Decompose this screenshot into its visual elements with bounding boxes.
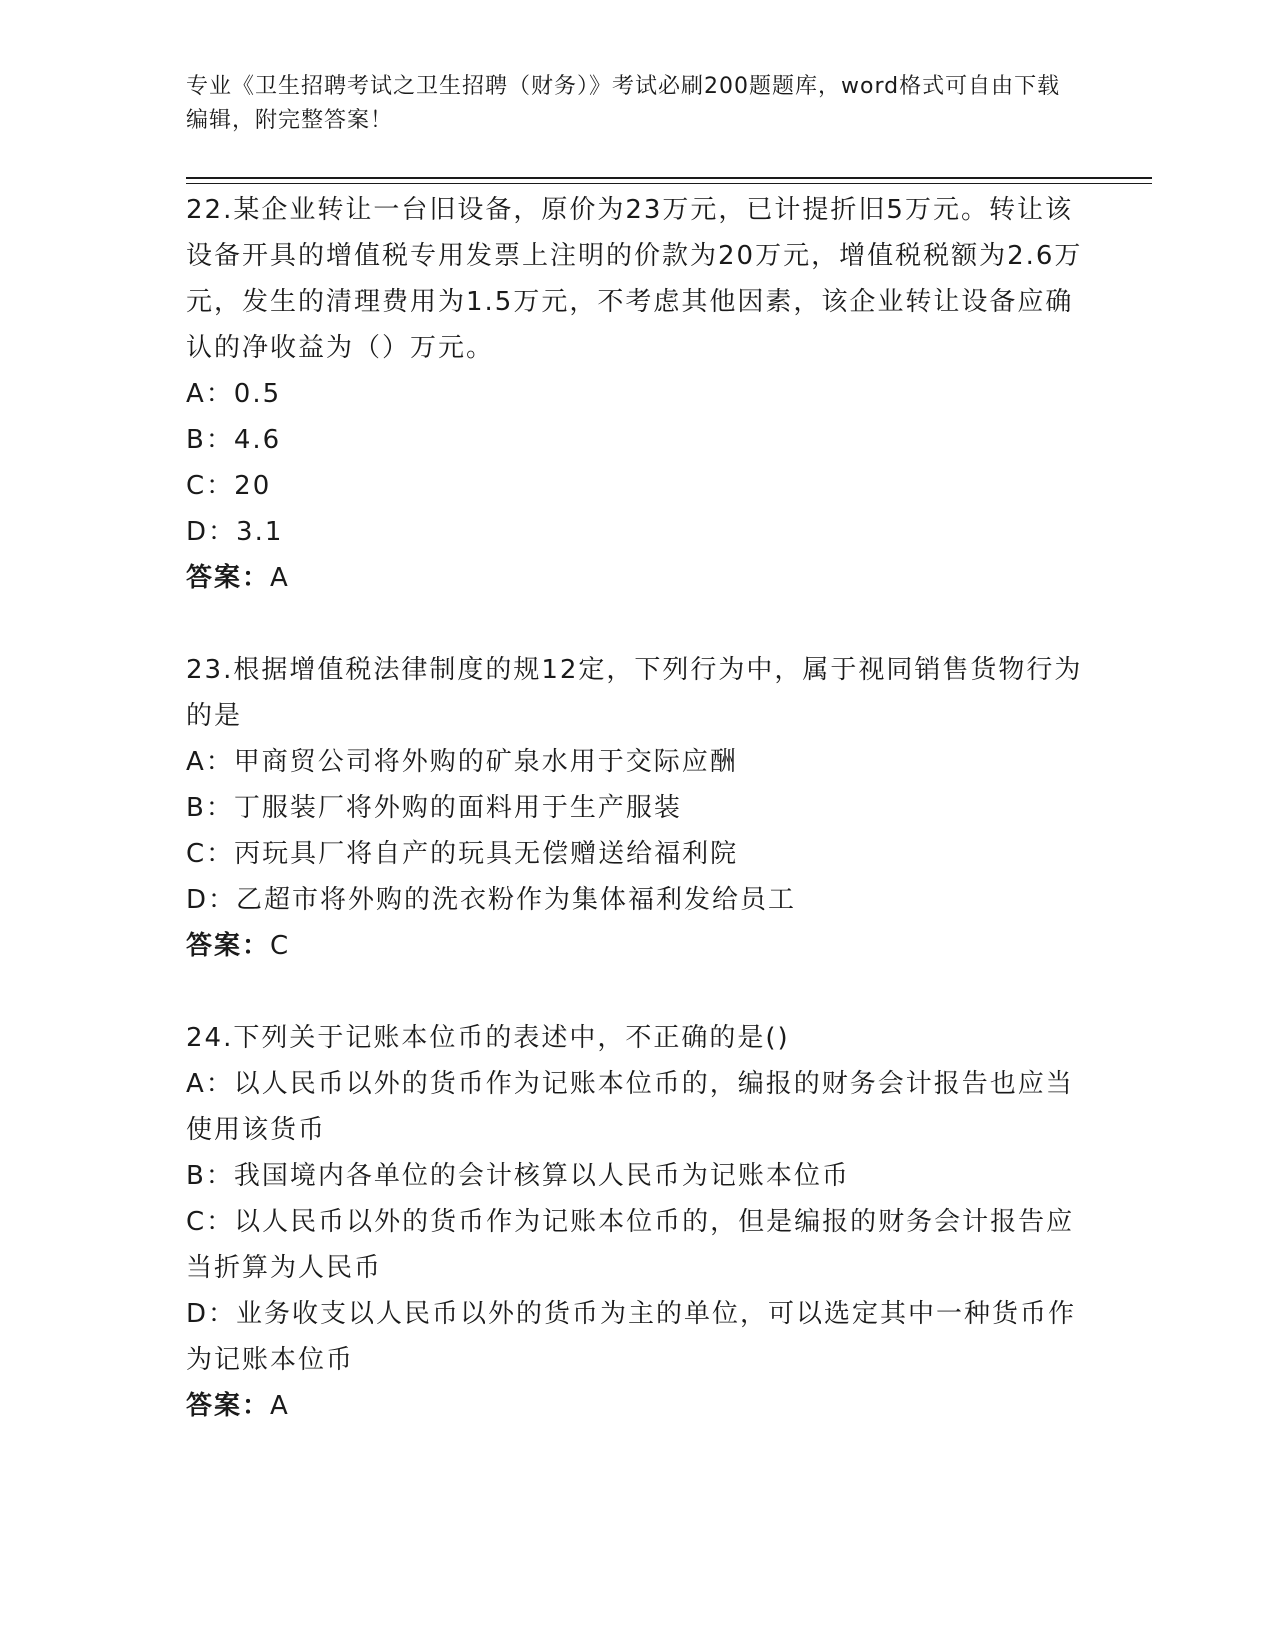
option-a: A：0.5 bbox=[186, 379, 282, 409]
answer-label: 答案： bbox=[186, 563, 271, 593]
question-24 bbox=[186, 1015, 1086, 1429]
option-b: B：4.6 bbox=[186, 425, 282, 455]
option-c: C：20 bbox=[186, 471, 272, 501]
option-c: C：丙玩具厂将自产的玩具无偿赠送给福利院 bbox=[186, 839, 739, 869]
option-a: A：甲商贸公司将外购的矿泉水用于交际应酬 bbox=[186, 747, 738, 777]
option-c: C：以人民币以外的货币作为记账本位币的，但是编报的财务会计报告应当折算为人民币 bbox=[186, 1207, 1075, 1283]
option-a: A：以人民币以外的货币作为记账本位币的，编报的财务会计报告也应当使用该货币 bbox=[186, 1069, 1074, 1145]
question-22 bbox=[186, 187, 1086, 601]
answer-value: A bbox=[270, 563, 290, 593]
option-d: D：乙超市将外购的洗衣粉作为集体福利发给员工 bbox=[186, 885, 797, 915]
header-divider-thin bbox=[186, 183, 1152, 184]
question-23 bbox=[186, 647, 1086, 969]
header-divider-thick bbox=[186, 177, 1152, 179]
option-b: B：丁服装厂将外购的面料用于生产服装 bbox=[186, 793, 682, 823]
answer-label: 答案： bbox=[186, 931, 271, 961]
question-list bbox=[186, 187, 1086, 1475]
option-d: D：业务收支以人民币以外的货币为主的单位，可以选定其中一种货币作为记账本位币 bbox=[186, 1299, 1077, 1375]
answer-line bbox=[186, 555, 1086, 601]
question-stem: 24.下列关于记账本位币的表述中，不正确的是() bbox=[186, 1023, 790, 1053]
question-stem: 22.某企业转让一台旧设备，原价为23万元，已计提折旧5万元。转让该设备开具的增值税专用发票上注明的价款为20万元，增值税税额为2.6万元，发生的清理费用为1.5万元，不考虑其他因素，该企业转让设备应确认的净收益为（）万元。 bbox=[186, 195, 1083, 363]
answer-line bbox=[186, 1383, 1086, 1429]
option-d: D：3.1 bbox=[186, 517, 284, 547]
answer-line bbox=[186, 923, 1086, 969]
answer-value: C bbox=[270, 931, 291, 961]
option-b: B：我国境内各单位的会计核算以人民币为记账本位币 bbox=[186, 1161, 850, 1191]
question-stem: 23.根据增值税法律制度的规12定，下列行为中，属于视同销售货物行为的是 bbox=[186, 655, 1083, 731]
document-header: 专业《卫生招聘考试之卫生招聘（财务）》考试必刷200题题库，word格式可自由下载编辑，附完整答案！ bbox=[186, 74, 1061, 133]
answer-value: A bbox=[270, 1391, 290, 1421]
answer-label: 答案： bbox=[186, 1391, 271, 1421]
